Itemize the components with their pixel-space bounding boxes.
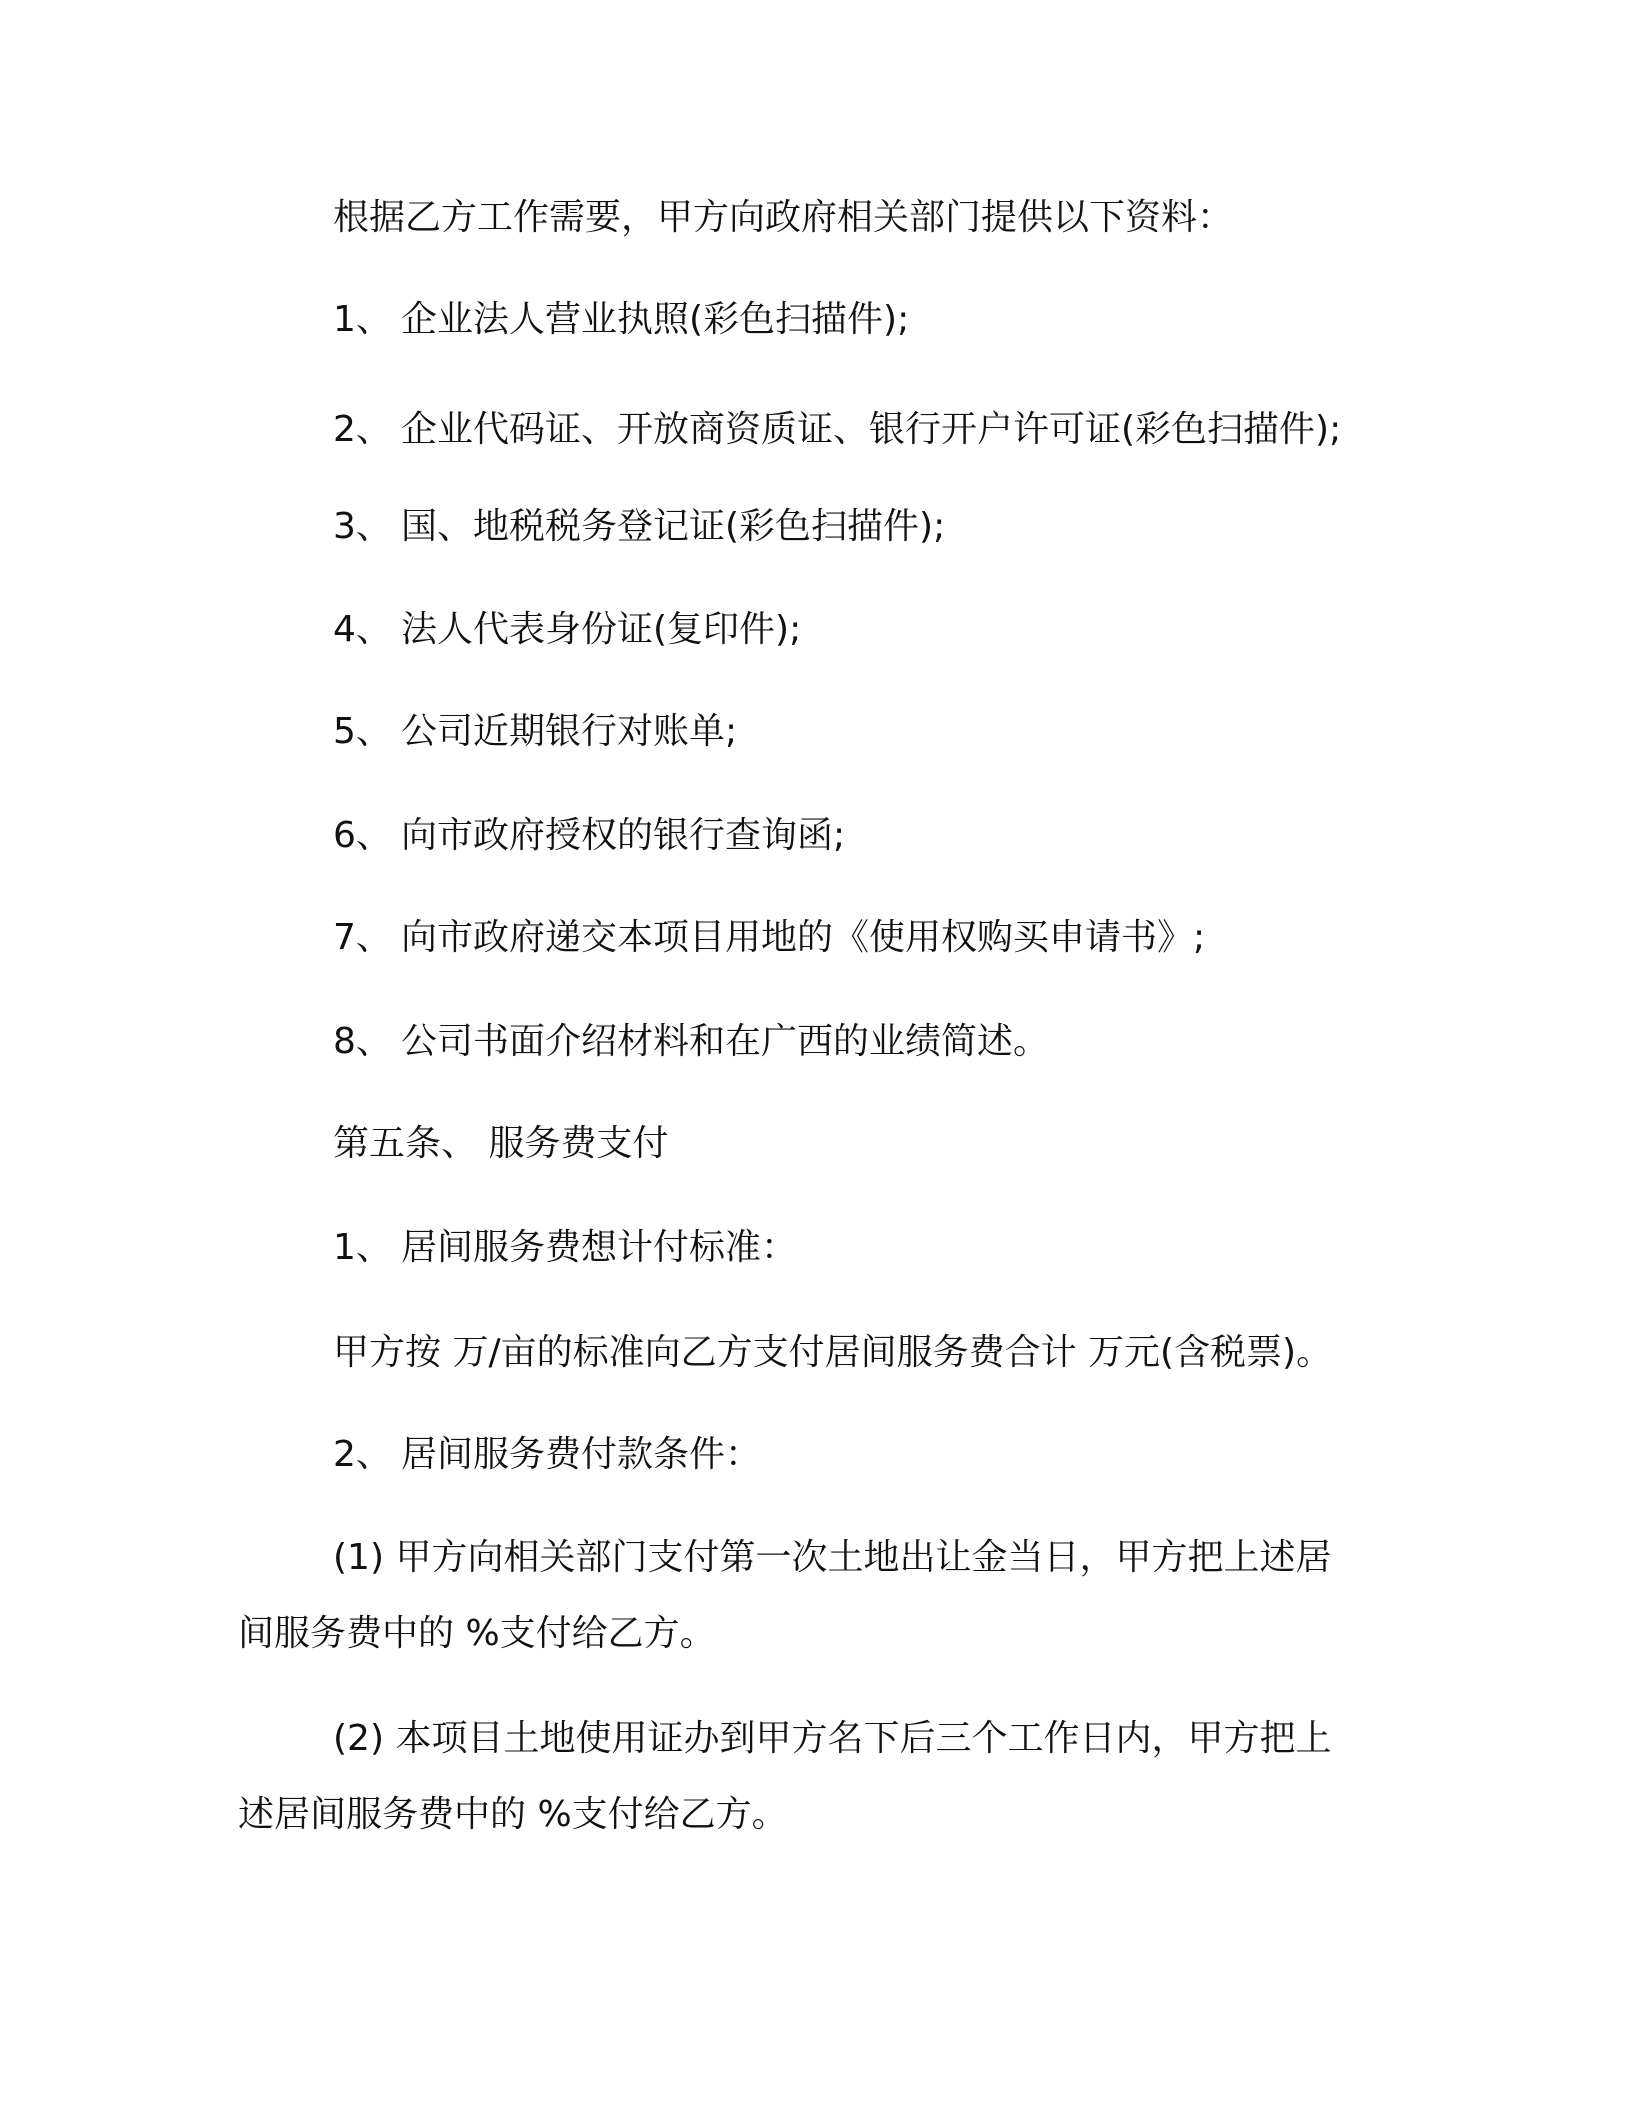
item-number: 3、: [333, 506, 392, 547]
material-item-3: [333, 505, 945, 549]
article-heading: 第五条、 服务费支付: [333, 1123, 669, 1164]
item-text: 向市政府递交本项目用地的《使用权购买申请书》;: [401, 917, 1206, 958]
item-text: 企业法人营业执照(彩色扫描件);: [401, 299, 910, 340]
material-item-8: [333, 1020, 1049, 1064]
item-text: 国、地税税务登记证(彩色扫描件);: [401, 506, 946, 547]
item-text: 公司近期银行对账单;: [401, 711, 738, 752]
item-number: 8、: [333, 1021, 392, 1062]
material-item-2: [333, 408, 1341, 452]
item-number: 6、: [333, 815, 392, 856]
payment-term-1-line-1: (1) 甲方向相关部门支付第一次土地出让金当日，甲方把上述居: [333, 1537, 1332, 1578]
item-number: 1、: [333, 299, 392, 340]
material-item-7: [333, 916, 1205, 960]
item-number: 4、: [333, 609, 392, 650]
item-text: 公司书面介绍材料和在广西的业绩简述。: [401, 1021, 1050, 1062]
payment-terms-item: [333, 1433, 761, 1477]
item-number: 7、: [333, 917, 392, 958]
material-item-1: [333, 298, 909, 342]
intro-paragraph: 根据乙方工作需要，甲方向政府相关部门提供以下资料：: [333, 197, 1234, 238]
payment-term-2-line-1: (2) 本项目土地使用证办到甲方名下后三个工作日内，甲方把上: [333, 1718, 1332, 1759]
item-number: 5、: [333, 711, 392, 752]
payment-term-1-line-2: 间服务费中的 %支付给乙方。: [238, 1613, 716, 1654]
item-text: 向市政府授权的银行查询函;: [401, 815, 846, 856]
material-item-4: [333, 608, 801, 652]
item-text: 法人代表身份证(复印件);: [401, 609, 802, 650]
item-number: 1、: [333, 1227, 392, 1268]
item-number: 2、: [333, 409, 392, 450]
item-text: 居间服务费想计付标准：: [401, 1227, 798, 1268]
payment-term-2-line-2: 述居间服务费中的 %支付给乙方。: [238, 1794, 788, 1835]
fee-standard-paragraph: 甲方按 万/亩的标准向乙方支付居间服务费合计 万元(含税票)。: [333, 1332, 1333, 1373]
item-number: 2、: [333, 1434, 392, 1475]
item-text: 企业代码证、开放商资质证、银行开户许可证(彩色扫描件);: [401, 409, 1342, 450]
material-item-5: [333, 710, 737, 754]
material-item-6: [333, 814, 845, 858]
item-text: 居间服务费付款条件：: [401, 1434, 762, 1475]
fee-standard-item: [333, 1226, 797, 1270]
